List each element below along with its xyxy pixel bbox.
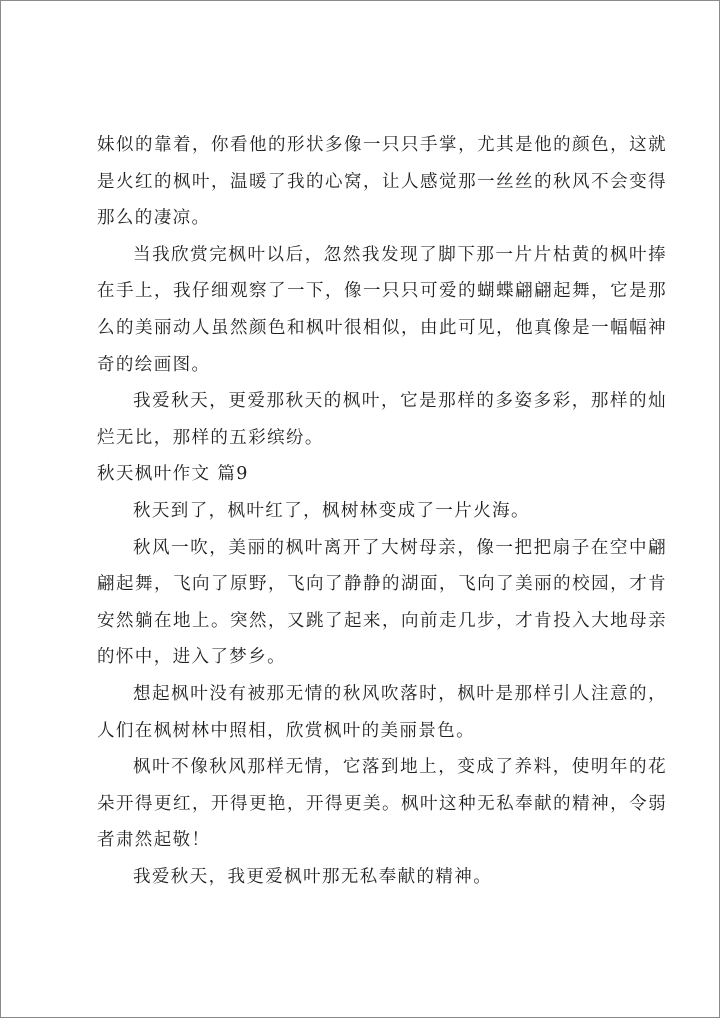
essay-heading: 秋天枫叶作文 篇9 xyxy=(97,464,249,485)
paragraph-continued: 妹似的靠着，你看他的形状多像一只只手掌，尤其是他的颜色，这就是火红的枫叶，温暖了我的心窝，让人感觉那一丝丝的秋风不会变得那么的凄凉。 xyxy=(97,135,667,229)
paragraph: 当我欣赏完枫叶以后，忽然我发现了脚下那一片片枯黄的枫叶捧在手上，我仔细观察了一下，像一只只可爱的蝴蝶翩翩起舞，它是那么的美丽动人虽然颜色和枫叶很相似，由此可见，他真像是一幅幅神奇的绘画图。 xyxy=(97,244,667,375)
paragraph: 我爱秋天，更爱那秋天的枫叶，它是那样的多姿多彩，那样的灿烂无比，那样的五彩缤纷。 xyxy=(97,391,667,448)
paragraph: 秋天到了，枫叶红了，枫树林变成了一片火海。 xyxy=(133,500,530,521)
paragraph: 我爱秋天，我更爱枫叶那无私奉献的精神。 xyxy=(133,866,493,887)
paragraph: 想起枫叶没有被那无情的秋风吹落时，枫叶是那样引人注意的，人们在枫树林中照相，欣赏枫叶的美丽景色。 xyxy=(97,683,667,741)
paragraph: 枫叶不像秋风那样无情，它落到地上，变成了养料，使明年的花朵开得更红，开得更艳，开得更美。枫叶这种无私奉献的精神，令弱者肃然起敬！ xyxy=(97,757,667,851)
document-body xyxy=(97,127,667,895)
paragraph: 秋风一吹，美丽的枫叶离开了大树母亲，像一把把扇子在空中翩翩起舞，飞向了原野，飞向了静静的湖面，飞向了美丽的校园，才肯安然躺在地上。突然，又跳了起来，向前走几步，才肯投入大地母亲的怀中，进入了梦乡。 xyxy=(97,537,667,668)
